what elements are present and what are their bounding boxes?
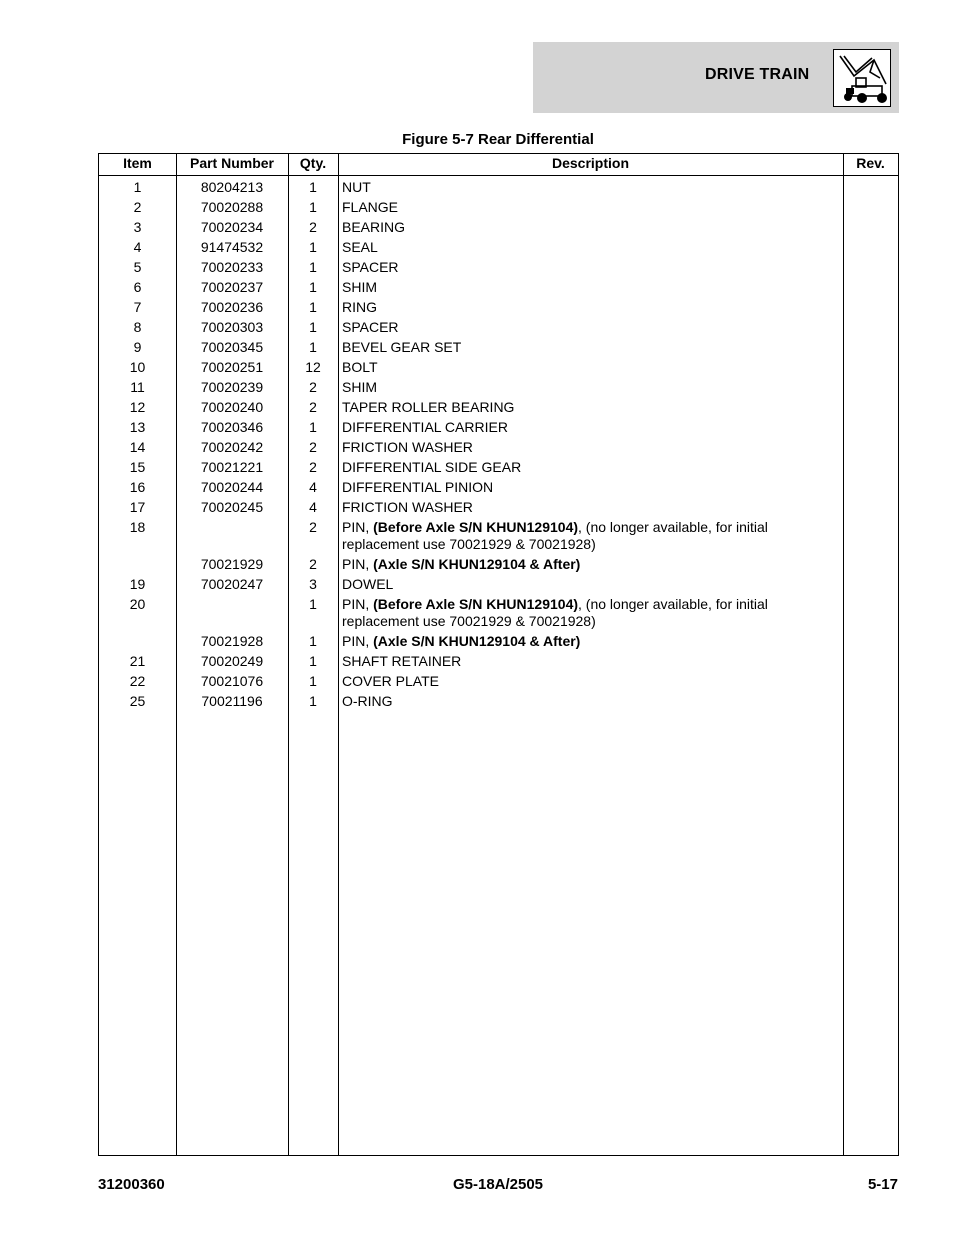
description-prefix: PIN, bbox=[342, 633, 374, 649]
quantity: 1 bbox=[309, 259, 317, 275]
table-row bbox=[99, 630, 898, 650]
description: DIFFERENTIAL SIDE GEAR bbox=[342, 459, 522, 475]
quantity: 1 bbox=[309, 179, 317, 195]
part-number: 70020249 bbox=[200, 653, 264, 669]
table-row bbox=[99, 356, 898, 376]
description: SHIM bbox=[342, 379, 377, 395]
item-number: 9 bbox=[133, 339, 142, 355]
table-row bbox=[99, 553, 898, 573]
table-row bbox=[99, 376, 898, 396]
description-serial-note: (Axle S/N KHUN129104 & After) bbox=[373, 556, 581, 572]
figure-title: Figure 5-7 Rear Differential bbox=[402, 131, 594, 148]
section-header bbox=[533, 42, 899, 113]
quantity: 1 bbox=[309, 596, 317, 612]
description: BOLT bbox=[342, 359, 378, 375]
quantity: 1 bbox=[309, 299, 317, 315]
table-row bbox=[99, 196, 898, 216]
description bbox=[338, 633, 838, 650]
item-number: 21 bbox=[129, 653, 146, 669]
part-number: 70021929 bbox=[200, 556, 264, 572]
section-title: DRIVE TRAIN bbox=[705, 66, 810, 83]
item-number: 14 bbox=[129, 439, 146, 455]
item-number bbox=[99, 633, 176, 650]
table-row bbox=[99, 496, 898, 516]
description-prefix: PIN, bbox=[342, 556, 374, 572]
part-number: 70020237 bbox=[200, 279, 264, 295]
description: COVER PLATE bbox=[342, 673, 439, 689]
table-row bbox=[99, 316, 898, 336]
column-header-qty: Qty. bbox=[299, 155, 327, 171]
column-header-rev: Rev. bbox=[856, 155, 885, 171]
description: SHIM bbox=[342, 279, 377, 295]
footer-page-number: 5-17 bbox=[867, 1176, 898, 1193]
item-number: 12 bbox=[129, 399, 146, 415]
part-number: 70020233 bbox=[200, 259, 264, 275]
table-row bbox=[99, 516, 898, 553]
description-prefix: PIN, bbox=[342, 519, 374, 535]
quantity: 1 bbox=[309, 653, 317, 669]
part-number: 70020240 bbox=[200, 399, 264, 415]
quantity: 1 bbox=[309, 239, 317, 255]
item-number: 22 bbox=[129, 673, 146, 689]
description: BEARING bbox=[342, 219, 406, 235]
part-number: 70020288 bbox=[200, 199, 264, 215]
description: FRICTION WASHER bbox=[342, 499, 473, 515]
quantity: 1 bbox=[309, 419, 317, 435]
part-number: 70020345 bbox=[200, 339, 264, 355]
item-number: 17 bbox=[129, 499, 146, 515]
drive-train-vehicle-icon bbox=[833, 49, 891, 107]
item-number: 2 bbox=[133, 199, 142, 215]
part-number: 70020303 bbox=[200, 319, 264, 335]
description bbox=[338, 519, 838, 553]
item-number: 8 bbox=[133, 319, 142, 335]
part-number: 70020239 bbox=[200, 379, 264, 395]
item-number: 15 bbox=[129, 459, 146, 475]
part-number bbox=[176, 596, 288, 630]
quantity: 2 bbox=[309, 556, 317, 572]
table-row bbox=[99, 573, 898, 593]
quantity: 2 bbox=[309, 519, 317, 535]
table-row bbox=[99, 476, 898, 496]
description-prefix: PIN, bbox=[342, 596, 374, 612]
description-suffix: , (no longer available, for initial replacement use 70021929 & 70021928) bbox=[342, 596, 768, 629]
table-row bbox=[99, 690, 898, 710]
description-serial-note: (Axle S/N KHUN129104 & After) bbox=[373, 633, 581, 649]
part-number: 70021076 bbox=[200, 673, 264, 689]
quantity: 1 bbox=[309, 279, 317, 295]
table-row bbox=[99, 416, 898, 436]
table-row bbox=[99, 296, 898, 316]
description: RING bbox=[342, 299, 377, 315]
description: DIFFERENTIAL PINION bbox=[342, 479, 494, 495]
quantity: 12 bbox=[305, 359, 321, 375]
column-header-part-number: Part Number bbox=[189, 155, 275, 171]
item-number: 5 bbox=[133, 259, 142, 275]
table-row bbox=[99, 256, 898, 276]
description: FRICTION WASHER bbox=[342, 439, 473, 455]
description: DOWEL bbox=[342, 576, 394, 592]
item-number: 7 bbox=[133, 299, 142, 315]
table-row bbox=[99, 456, 898, 476]
column-header-item: Item bbox=[123, 155, 152, 171]
description-serial-note: (Before Axle S/N KHUN129104) bbox=[373, 596, 579, 612]
description: FLANGE bbox=[342, 199, 399, 215]
description: NUT bbox=[342, 179, 371, 195]
item-number bbox=[99, 556, 176, 573]
quantity: 4 bbox=[309, 499, 317, 515]
part-number: 80204213 bbox=[200, 179, 264, 195]
part-number: 70021928 bbox=[200, 633, 264, 649]
description: SPACER bbox=[342, 259, 399, 275]
table-row bbox=[99, 593, 898, 630]
item-number: 13 bbox=[129, 419, 146, 435]
quantity: 2 bbox=[309, 439, 317, 455]
part-number: 70021196 bbox=[201, 693, 263, 709]
quantity: 2 bbox=[309, 379, 317, 395]
table-row bbox=[99, 670, 898, 690]
table-row bbox=[99, 176, 898, 196]
description-serial-note: (Before Axle S/N KHUN129104) bbox=[373, 519, 579, 535]
quantity: 1 bbox=[309, 319, 317, 335]
quantity: 1 bbox=[309, 693, 317, 709]
description: SPACER bbox=[342, 319, 399, 335]
item-number: 16 bbox=[129, 479, 146, 495]
item-number: 18 bbox=[129, 519, 146, 535]
part-number: 70020236 bbox=[200, 299, 264, 315]
quantity: 2 bbox=[309, 459, 317, 475]
description: O-RING bbox=[342, 693, 393, 709]
description: BEVEL GEAR SET bbox=[342, 339, 462, 355]
quantity: 1 bbox=[309, 633, 317, 649]
description: TAPER ROLLER BEARING bbox=[342, 399, 515, 415]
description: SEAL bbox=[342, 239, 378, 255]
part-number: 70020245 bbox=[200, 499, 264, 515]
quantity: 3 bbox=[309, 576, 317, 592]
description-suffix: , (no longer available, for initial replacement use 70021929 & 70021928) bbox=[342, 519, 768, 552]
table-body bbox=[99, 176, 898, 710]
table-row bbox=[99, 276, 898, 296]
item-number: 3 bbox=[133, 219, 142, 235]
item-number: 11 bbox=[130, 379, 145, 395]
quantity: 2 bbox=[309, 399, 317, 415]
item-number: 20 bbox=[129, 596, 146, 612]
item-number: 6 bbox=[133, 279, 142, 295]
table-row bbox=[99, 396, 898, 416]
quantity: 4 bbox=[309, 479, 317, 495]
part-number: 70020251 bbox=[200, 359, 264, 375]
quantity: 1 bbox=[309, 199, 317, 215]
part-number: 70020234 bbox=[200, 219, 264, 235]
part-number: 70021221 bbox=[200, 459, 264, 475]
part-number: 70020242 bbox=[200, 439, 264, 455]
item-number: 4 bbox=[133, 239, 142, 255]
part-number bbox=[176, 519, 288, 553]
item-number: 1 bbox=[133, 179, 142, 195]
table-row bbox=[99, 650, 898, 670]
table-row bbox=[99, 436, 898, 456]
table-row bbox=[99, 336, 898, 356]
description bbox=[338, 596, 838, 630]
part-number: 70020346 bbox=[200, 419, 264, 435]
footer-document-number: 31200360 bbox=[98, 1176, 165, 1193]
part-number: 70020244 bbox=[200, 479, 264, 495]
description bbox=[338, 556, 838, 573]
part-number: 91474532 bbox=[200, 239, 264, 255]
table-row bbox=[99, 236, 898, 256]
item-number: 10 bbox=[129, 359, 146, 375]
column-header-description: Description bbox=[551, 155, 629, 171]
footer-model: G5-18A/2505 bbox=[452, 1176, 544, 1193]
description: DIFFERENTIAL CARRIER bbox=[342, 419, 508, 435]
description: SHAFT RETAINER bbox=[342, 653, 462, 669]
item-number: 25 bbox=[129, 693, 146, 709]
parts-table bbox=[98, 153, 899, 1156]
part-number: 70020247 bbox=[200, 576, 264, 592]
quantity: 1 bbox=[309, 339, 317, 355]
item-number: 19 bbox=[129, 576, 146, 592]
quantity: 1 bbox=[309, 673, 317, 689]
table-row bbox=[99, 216, 898, 236]
quantity: 2 bbox=[309, 219, 317, 235]
